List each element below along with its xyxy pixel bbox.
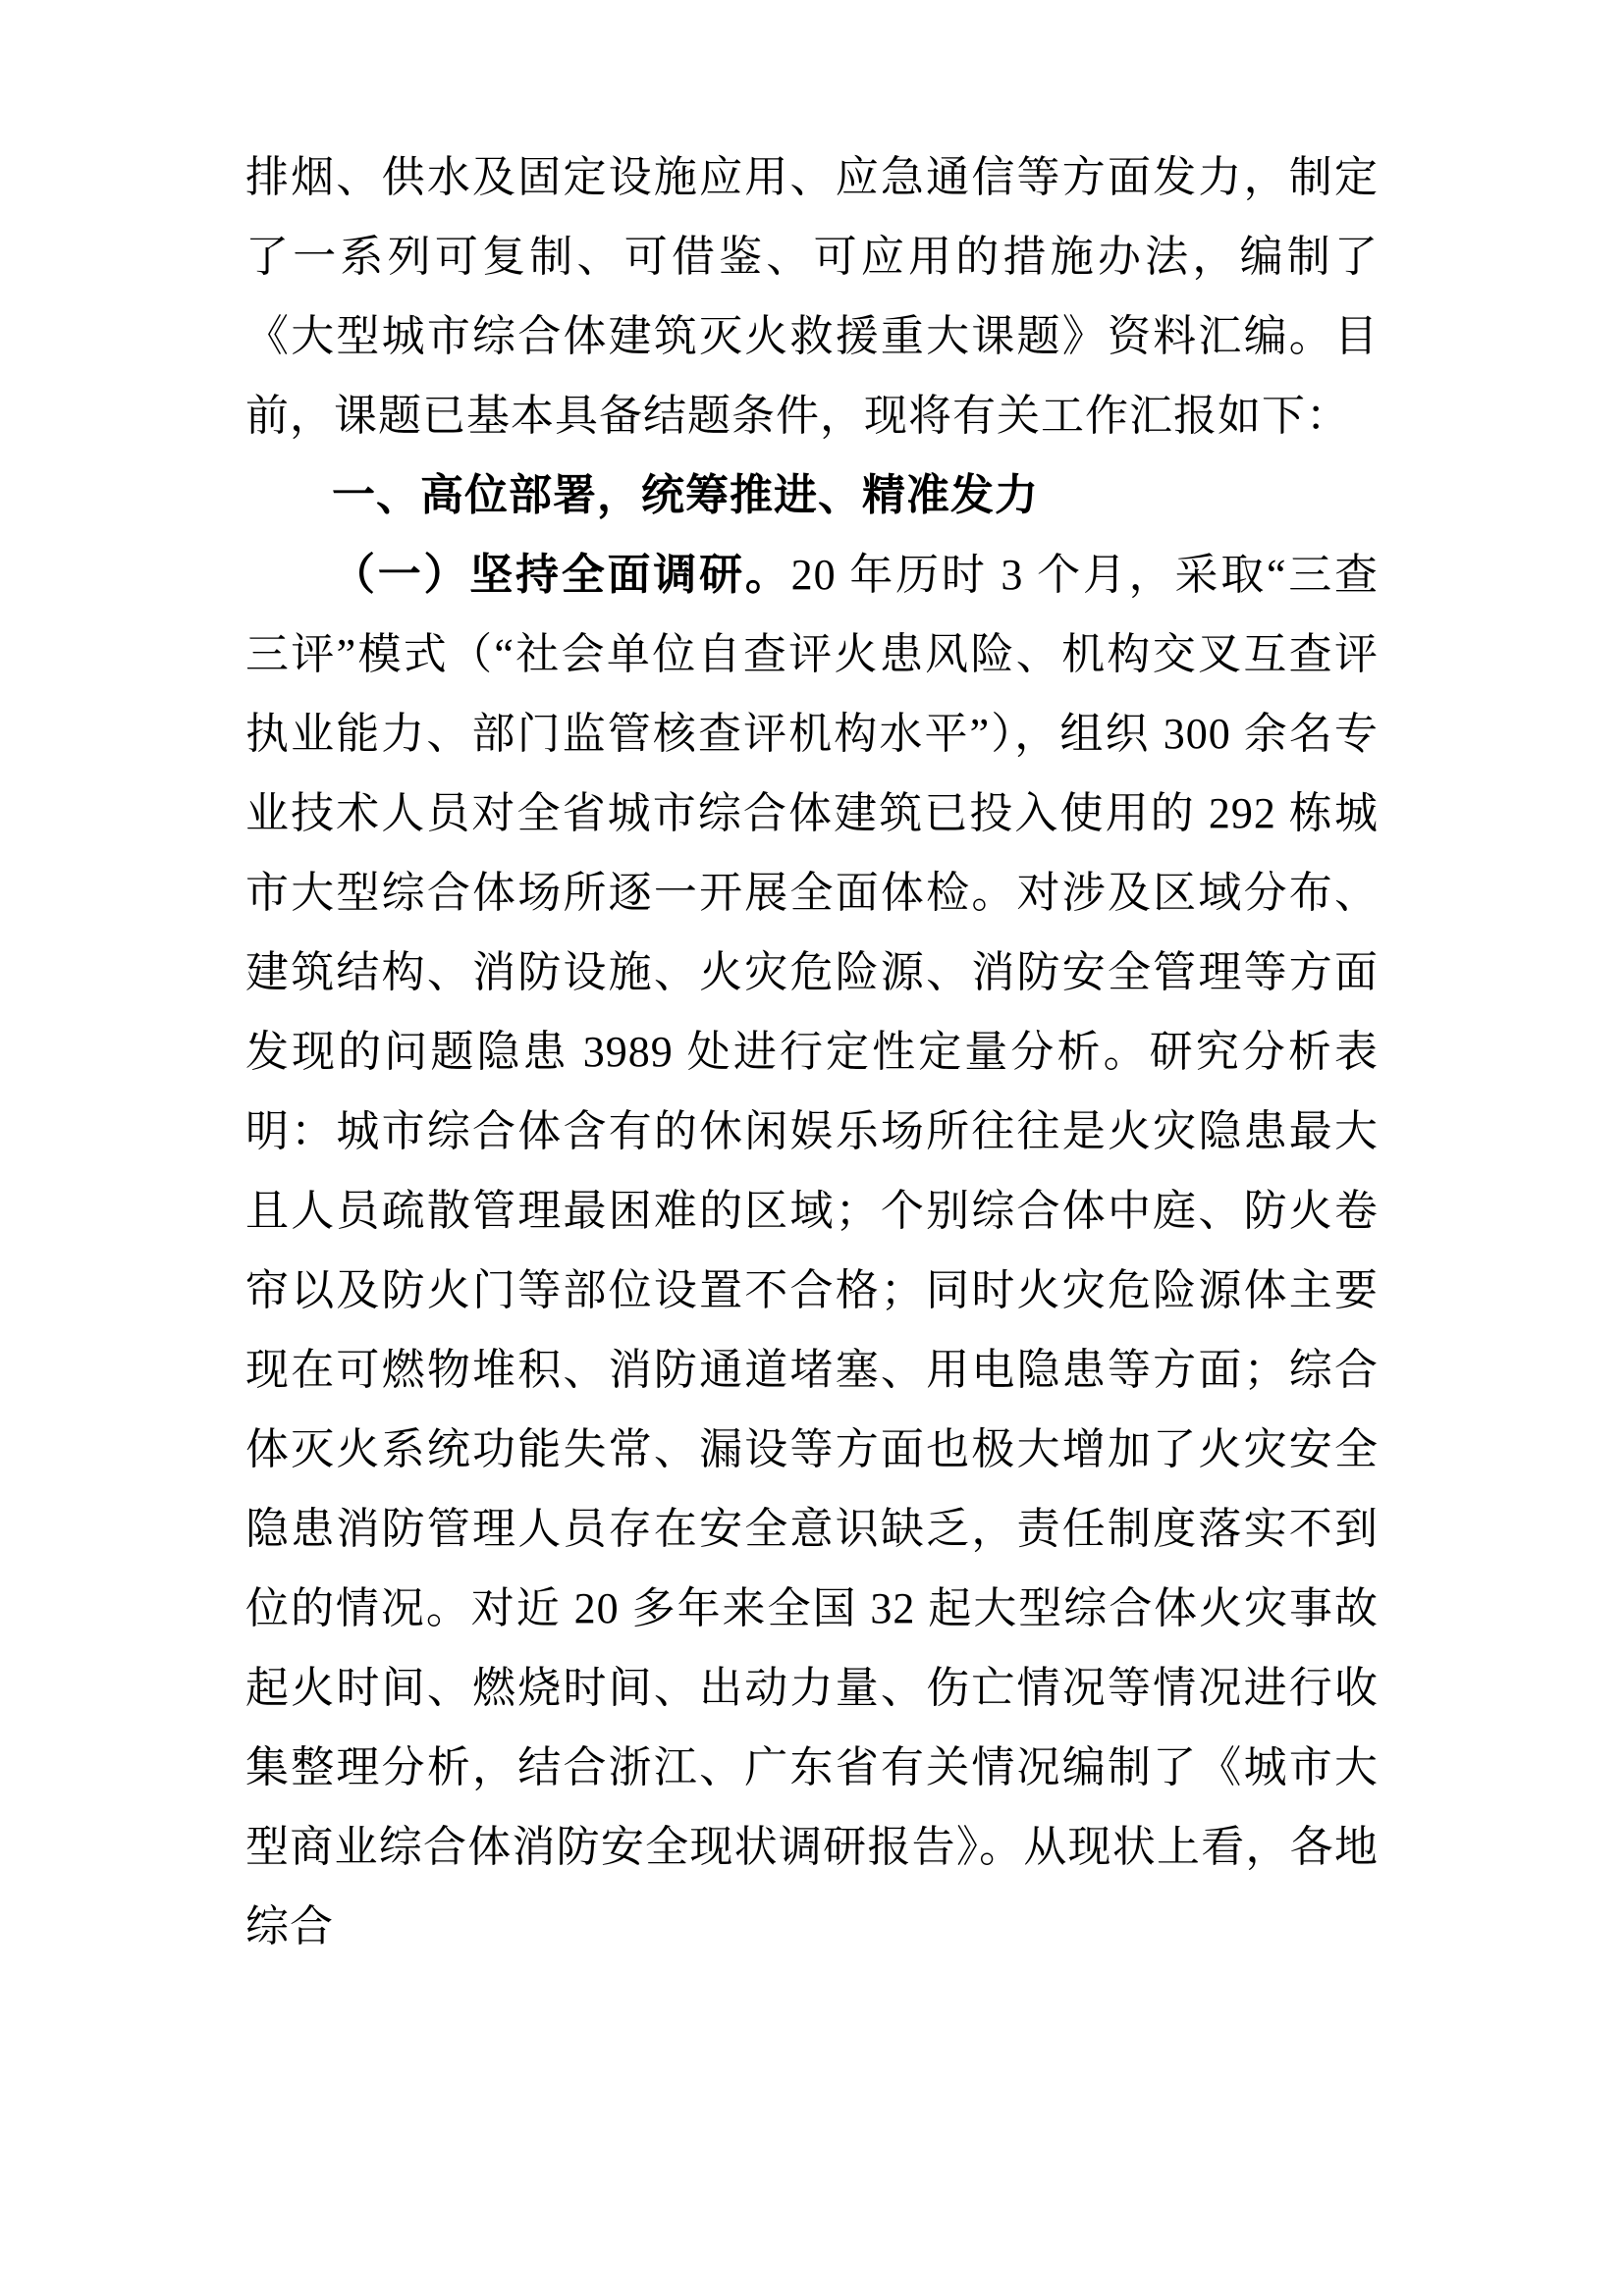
- paragraph-survey-lead: （一）坚持全面调研。: [332, 551, 791, 599]
- document-content: [245, 137, 1379, 1966]
- paragraph-survey: [245, 535, 1379, 1966]
- paragraph-intro: 排烟、供水及固定设施应用、应急通信等方面发力，制定了一系列可复制、可借鉴、可应用的措施办法，编制了《大型城市综合体建筑灭火救援重大课题》资料汇编。目前，课题已基本具备结题条件，现将有关工作汇报如下：: [245, 153, 1379, 440]
- paragraph-survey-body: 20 年历时 3 个月，采取“三查三评”模式（“社会单位自查评火患风险、机构交叉互查评执业能力、部门监管核查评机构水平”），组织 300 余名专业技术人员对全省城市综合体建筑已投入使用的 292 栋城市大型综合体场所逐一开展全面体检。对涉及区域分布、建筑结构、消防设施、火灾危险源、消防安全管理等方面发现的问题隐患 3989 处进行定性定量分析。研究分析表明：城市综合体含有的休闲娱乐场所往往是火灾隐患最大且人员疏散管理最困难的区域；个别综合体中庭、防火卷帘以及防火门等部位设置不合格；同时火灾危险源体主要现在可燃物堆积、消防通道堵塞、用电隐患等方面；综合体灭火系统功能失常、漏设等方面也极大增加了火灾安全隐患消防管理人员存在安全意识缺乏，责任制度落实不到位的情况。对近 20 多年来全国 32 起大型综合体火灾事故起火时间、燃烧时间、出动力量、伤亡情况等情况进行收集整理分析，结合浙江、广东省有关情况编制了《城市大型商业综合体消防安全现状调研报告》。从现状上看，各地综合: [245, 551, 1380, 1950]
- section-heading: 一、高位部署，统筹推进、精准发力: [332, 471, 1039, 519]
